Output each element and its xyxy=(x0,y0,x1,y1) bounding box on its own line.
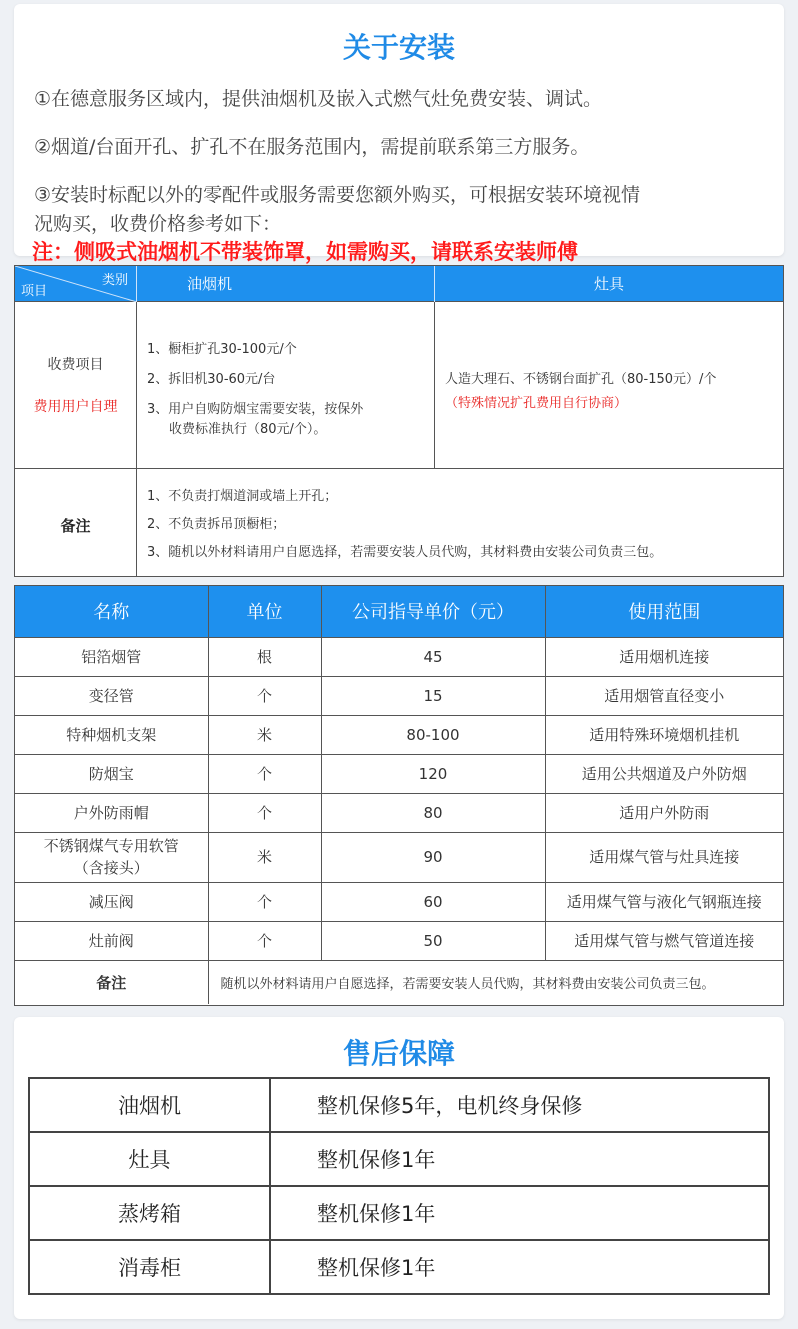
item-scope: 适用烟机连接 xyxy=(545,637,783,676)
item-name: 变径管 xyxy=(15,676,208,715)
remark-content-cell xyxy=(137,469,783,576)
header-range-hood: 油烟机 xyxy=(137,266,435,302)
range-hood-fees-cell xyxy=(137,302,435,468)
remark-label: 备注 xyxy=(60,517,91,535)
table-row xyxy=(15,715,783,754)
price-remark-text: 随机以外材料请用户自愿选择，若需要安装人员代购，其材料费由安装公司负责三包。 xyxy=(208,960,783,1004)
item-unit: 米 xyxy=(208,832,321,882)
install-line-1: ①在德意服务区域内，提供油烟机及嵌入式燃气灶免费安装、调试。 xyxy=(34,88,603,110)
warranty-terms: 整机保修1年 xyxy=(270,1186,769,1240)
stove-fees-cell xyxy=(435,302,783,468)
price-table-header xyxy=(15,586,783,637)
install-title: 关于安装 xyxy=(342,31,455,64)
warranty-terms: 整机保修5年，电机终身保修 xyxy=(270,1078,769,1132)
item-name: 灶前阀 xyxy=(15,921,208,960)
item-name: 特种烟机支架 xyxy=(15,715,208,754)
warranty-product: 消毒柜 xyxy=(29,1240,270,1294)
stove-fee-item: 人造大理石、不锈钢台面扩孔（80-150元）/个 xyxy=(445,372,717,387)
fee-table xyxy=(14,265,784,577)
table-row xyxy=(29,1240,769,1294)
item-scope: 适用煤气管与燃气管道连接 xyxy=(545,921,783,960)
item-name: 户外防雨帽 xyxy=(15,793,208,832)
warranty-product: 蒸烤箱 xyxy=(29,1186,270,1240)
item-unit: 个 xyxy=(208,921,321,960)
warranty-card xyxy=(14,1017,784,1319)
warranty-terms: 整机保修1年 xyxy=(270,1240,769,1294)
remark-item: 1、不负责打烟道洞或墙上开孔； xyxy=(147,489,338,504)
table-row xyxy=(15,882,783,921)
table-row xyxy=(15,754,783,793)
item-price: 60 xyxy=(321,882,545,921)
oil-fee-item: 1、橱柜扩孔30-100元/个 xyxy=(147,342,297,357)
table-row xyxy=(15,921,783,960)
install-line-4: 况购买，收费价格参考如下： xyxy=(34,213,282,235)
item-scope: 适用煤气管与液化气钢瓶连接 xyxy=(545,882,783,921)
item-price: 90 xyxy=(321,832,545,882)
item-price: 80-100 xyxy=(321,715,545,754)
oil-fee-item: 2、拆旧机30-60元/台 xyxy=(147,372,276,387)
table-row xyxy=(15,793,783,832)
header-item: 项目 xyxy=(21,284,48,299)
remark-item: 2、不负责拆吊顶橱柜； xyxy=(147,517,286,532)
item-price: 45 xyxy=(321,637,545,676)
item-name: 减压阀 xyxy=(15,882,208,921)
stove-fee-note: （特殊情况扩孔费用自行协商） xyxy=(445,396,628,411)
install-info-card xyxy=(14,4,784,256)
table-row xyxy=(15,832,783,882)
col-unit-header: 单位 xyxy=(208,586,321,637)
table-row xyxy=(15,637,783,676)
item-scope: 适用特殊环境烟机挂机 xyxy=(545,715,783,754)
item-unit: 米 xyxy=(208,715,321,754)
warranty-terms: 整机保修1年 xyxy=(270,1132,769,1186)
table-row xyxy=(29,1132,769,1186)
warranty-title: 售后保障 xyxy=(342,1037,455,1070)
fee-row xyxy=(15,302,783,469)
install-note: 注：侧吸式油烟机不带装饰罩，如需购买，请联系安装师傅 xyxy=(32,240,578,264)
warranty-product: 灶具 xyxy=(29,1132,270,1186)
item-name: 铝箔烟管 xyxy=(15,637,208,676)
install-line-2: ②烟道/台面开孔、扩孔不在服务范围内，需提前联系第三方服务。 xyxy=(34,136,590,158)
diagonal-header-cell xyxy=(15,266,137,302)
item-scope: 适用烟管直径变小 xyxy=(545,676,783,715)
fee-label: 收费项目 xyxy=(47,357,104,373)
remark-row xyxy=(15,469,783,576)
price-remark-label: 备注 xyxy=(15,960,208,1004)
item-scope: 适用公共烟道及户外防烟 xyxy=(545,754,783,793)
item-name-line1: 不锈钢煤气专用软管 xyxy=(43,837,179,855)
remark-label-cell xyxy=(15,469,137,576)
price-table xyxy=(14,585,784,1006)
col-scope-header: 使用范围 xyxy=(545,586,783,637)
warranty-table xyxy=(28,1077,770,1295)
oil-fee-item: 收费标准执行（80元/个）。 xyxy=(169,422,327,437)
table-row xyxy=(29,1186,769,1240)
item-unit: 个 xyxy=(208,676,321,715)
item-unit: 个 xyxy=(208,882,321,921)
item-name xyxy=(15,832,208,882)
item-price: 120 xyxy=(321,754,545,793)
item-price: 15 xyxy=(321,676,545,715)
item-unit: 根 xyxy=(208,637,321,676)
fee-label-cell xyxy=(15,302,137,468)
item-name: 防烟宝 xyxy=(15,754,208,793)
col-name-header: 名称 xyxy=(15,586,208,637)
table-row xyxy=(15,676,783,715)
item-price: 50 xyxy=(321,921,545,960)
item-scope: 适用煤气管与灶具连接 xyxy=(545,832,783,882)
item-price: 80 xyxy=(321,793,545,832)
header-category: 类别 xyxy=(101,273,128,288)
col-price-header: 公司指导单价（元） xyxy=(321,586,545,637)
item-unit: 个 xyxy=(208,754,321,793)
install-line-3: ③安装时标配以外的零配件或服务需要您额外购买，可根据安装环境视情 xyxy=(34,184,641,206)
remark-item: 3、随机以外材料请用户自愿选择，若需要安装人员代购，其材料费由安装公司负责三包。 xyxy=(147,545,663,560)
warranty-product: 油烟机 xyxy=(29,1078,270,1132)
item-name-line2: （含接头） xyxy=(73,859,149,877)
item-scope: 适用户外防雨 xyxy=(545,793,783,832)
fee-table-header xyxy=(15,266,783,302)
header-stove: 灶具 xyxy=(593,275,624,293)
table-row xyxy=(29,1078,769,1132)
oil-fee-item: 3、用户自购防烟宝需要安装，按保外 xyxy=(147,402,364,417)
item-unit: 个 xyxy=(208,793,321,832)
fee-sublabel: 费用用户自理 xyxy=(33,399,118,415)
price-remark-row xyxy=(15,960,783,1004)
